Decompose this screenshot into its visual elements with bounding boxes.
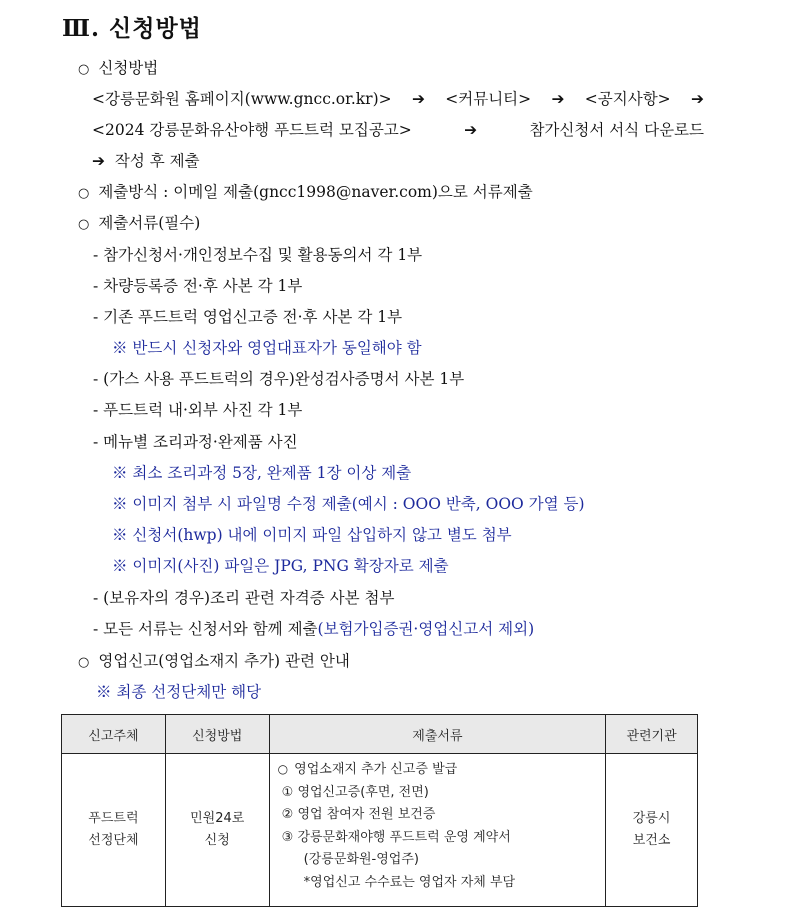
arrow-right-icon: ➔: [411, 90, 425, 108]
section-title: Ⅲ. 신청방법: [62, 15, 202, 42]
apply-path-line-3: ➔ 작성 후 제출: [92, 152, 200, 170]
doc-exception: (보험가입증권·영업신고서 제외): [317, 620, 535, 638]
doc-note: ※ 이미지 첨부 시 파일명 수정 제출(예시 : OOO 반축, OOO 가열 등): [112, 495, 585, 513]
path-notice: <공지사항>: [584, 90, 671, 108]
arrow-right-icon: ➔: [551, 90, 565, 108]
cell-subject: 푸드트럭 선정단체: [62, 754, 166, 907]
arrow-right-icon: ➔: [464, 121, 478, 139]
path-community: <커뮤니티>: [445, 90, 532, 108]
table-row: [62, 754, 698, 907]
doc-note: ※ 반드시 신청자와 영업대표자가 동일해야 함: [112, 339, 422, 357]
doc-note: ※ 신청서(hwp) 내에 이미지 파일 삽입하지 않고 별도 첨부: [112, 526, 512, 544]
documents-heading: ○ 제출서류(필수): [78, 213, 200, 235]
arrow-right-icon: ➔: [691, 90, 704, 108]
circle-bullet-icon: ○: [78, 186, 90, 201]
header-method: 신청방법: [165, 715, 269, 754]
cell-agency: 강릉시 보건소: [606, 754, 698, 907]
doc-line: ① 영업신고증(후면, 전면): [281, 784, 429, 800]
header-documents: 제출서류: [269, 715, 605, 754]
path-homepage: <강릉문화원 홈페이지(www.gncc.or.kr)>: [92, 90, 392, 108]
doc-fee: *영업신고 수수료는 영업자 자체 부담: [303, 874, 516, 890]
doc-item: - (가스 사용 푸드트럭의 경우)완성검사증명서 사본 1부: [93, 370, 465, 388]
apply-path-line-2: [92, 120, 704, 140]
cell-documents: [269, 754, 605, 907]
business-report-table: [61, 714, 698, 907]
business-note: ※ 최종 선정단체만 해당: [96, 683, 262, 701]
header-agency: 관련기관: [606, 715, 698, 754]
apply-path-line-1: [92, 89, 704, 109]
doc-note: ※ 최소 조리과정 5장, 완제품 1장 이상 제출: [112, 464, 412, 482]
circle-bullet-icon: ○: [78, 217, 90, 232]
submit-method: ○ 제출방식 : 이메일 제출(gncc1998@naver.com)으로 서류제출: [78, 182, 533, 204]
arrow-right-icon: ➔: [92, 152, 105, 170]
doc-note: ※ 이미지(사진) 파일은 JPG, PNG 확장자로 제출: [112, 557, 449, 575]
circle-bullet-icon: ○: [78, 655, 90, 670]
circle-bullet-icon: ○: [277, 762, 289, 776]
path-download: 참가신청서 서식 다운로드: [529, 121, 704, 139]
doc-item: - 메뉴별 조리과정·완제품 사진: [93, 433, 298, 451]
doc-item: - 차량등록증 전·후 사본 각 1부: [93, 277, 303, 295]
doc-item: - 참가신청서·개인정보수집 및 활용동의서 각 1부: [93, 246, 423, 264]
doc-item: - (보유자의 경우)조리 관련 자격증 사본 첨부: [93, 589, 395, 607]
doc-line: ③ 강릉문화재야행 푸드트럭 운영 계약서: [281, 829, 511, 845]
doc-line: (강릉문화원-영업주): [303, 852, 419, 867]
doc-item-all: - 모든 서류는 신청서와 함께 제출(보험가입증권·영업신고서 제외): [93, 620, 535, 638]
path-recruit-notice: <2024 강릉문화유산야행 푸드트럭 모집공고>: [92, 121, 412, 139]
cell-method: 민원24로 신청: [165, 754, 269, 907]
doc-line: ② 영업 참여자 전원 보건증: [281, 807, 436, 822]
header-subject: 신고주체: [62, 715, 166, 754]
doc-item: - 기존 푸드트럭 영업신고증 전·후 사본 각 1부: [93, 308, 403, 326]
business-heading: ○ 영업신고(영업소재지 추가) 관련 안내: [78, 651, 350, 673]
apply-method-heading: ○ 신청방법: [78, 58, 158, 80]
doc-item: - 푸드트럭 내·외부 사진 각 1부: [93, 401, 303, 419]
table-header-row: [62, 715, 698, 754]
doc-title: ○ 영업소재지 추가 신고증 발급: [277, 762, 458, 777]
circle-bullet-icon: ○: [78, 62, 90, 77]
